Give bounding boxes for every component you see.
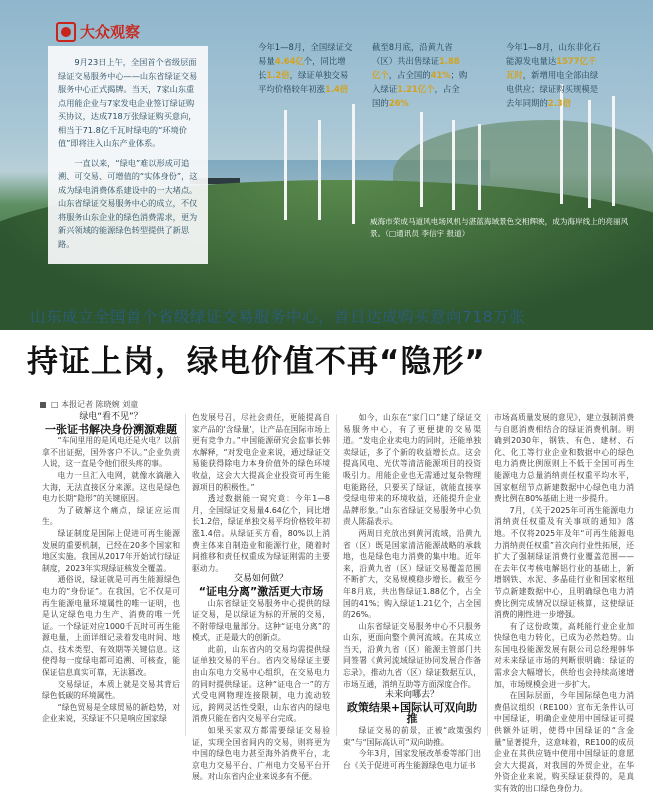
stat-block-national xyxy=(258,40,354,96)
section-kicker: 交易如何做？ xyxy=(233,574,288,585)
body-paragraph: 如果买家双方都需要绿证交易验证，实现全国省间内的交易，则将更为中国的绿色电力甚至海外消费平台，北京电力交易平台、广州电力交易平台开展。对山东省内企业来说多有不便。 xyxy=(192,726,330,782)
section-kicker: 未来向哪去？ xyxy=(384,690,439,701)
stat-number: 1.2倍 xyxy=(266,70,290,80)
stat-number: 4.64亿 xyxy=(274,56,304,66)
stat-text: ，新增用电全部由绿电供应；绿证购买规模是去年同期的 xyxy=(506,70,599,108)
body-paragraph: “车间里用的是风电还是火电？以前拿不出证据，国外客户不认。”企业负责人说，这一直是令他们很头疼的事。 xyxy=(42,436,180,469)
wind-turbine-icon xyxy=(318,120,321,220)
body-paragraph: 7月，《关于2025年可再生能源电力消纳责任权重及有关事项的通知》落地。不仅将2025年及年“可再生能源电力消纳责任权重”首次向行业性拓展，还扩大了强制绿证消费行业覆盖范围——在去年仅考核电解铝行业的基础上，新增钢铁、水泥、多晶硅行业和国家枢纽节点新建数据中心，且明确绿色电力消费比例完成情况以绿证核算，这使绿证消费的刚性进一步增强。 xyxy=(494,505,634,620)
body-paragraph: 绿证制度是国际上促进可再生能源发展的重要机制，已经在20多个国家和地区实施。我国从2017年开始试行绿证制度，2023年实现绿证核发全覆盖。 xyxy=(42,528,180,573)
lead-paragraph: 一直以来，“绿电”难以形成可追溯、可交易、可增值的“实体身份”，这成为绿电消费体系建设中的一大堵点。山东省绿证交易服务中心的成立，不仅将服务山东企业的绿色消费需求，更为新兴领域的能源绿色转型提供了新思路。 xyxy=(58,157,198,249)
stat-block-yellow-river xyxy=(372,40,468,110)
masthead-logo xyxy=(56,21,140,42)
photo-caption: 威海市荣成马道风电场风机与湛蓝海域景色交相辉映，成为海岸线上的亮丽风景。（□通讯员 李信宇 报道） xyxy=(370,217,629,238)
body-paragraph: 透过数据能一窥究竟：今年1—8月，全国绿证交易量4.64亿个，同比增长1.2倍，绿证单独交易平均价格较年初涨1.4倍。从绿证买方看，80%以上消费主体来自制造业和能源行业，随着时间推移和责任权重成为绿证刚需的主要驱动力。 xyxy=(192,494,330,573)
stat-number: 1.21亿个 xyxy=(397,84,435,94)
lead-box xyxy=(48,46,208,264)
stat-text: 今年1—8月，山东非化石能源发电量达 xyxy=(506,42,601,66)
body-paragraph: 市场高质量发展的意见》，建立强制消费与自愿消费相结合的绿证消费机制。明确到2030年，钢铁、有色、建材、石化、化工等行业企业和数据中心的绿色电力消费比例原则上不低于全国可再生能源电力总量消纳责任权重平均水平，国家枢纽节点新建数据中心绿色电力消费比例在80%基础上进一步提升。 xyxy=(494,413,634,504)
body-paragraph: 色发展号召，尽社会责任，更能提高自家产品的‘含绿量’，让产品在国际市场上更有竞争力。”中国能源研究会监事长韩水解释，“对发电企业来说，通过绿证交易能获得除电力本身价值外的绿色环境收益，这会大大提高企业投资可再生能源项目的积极性。” xyxy=(192,413,330,492)
wind-turbine-icon xyxy=(612,96,615,206)
stat-number: 26% xyxy=(388,98,409,108)
wind-turbine-icon xyxy=(478,124,481,210)
stat-text: 截至8月底，沿黄九省（区）共出售绿证 xyxy=(372,42,453,66)
wind-turbine-icon xyxy=(284,110,287,220)
body-paragraph: 交易绿证，本质上就是交易其背后绿色低碳的环境属性。 xyxy=(42,679,180,701)
section-kicker: 绿电“看不见”？ xyxy=(79,412,143,422)
stat-number: 41% xyxy=(430,70,451,80)
stat-text: ；购入绿证 xyxy=(372,70,468,94)
byline xyxy=(40,399,138,410)
stat-text: 个，同比增长 xyxy=(258,56,346,80)
body-paragraph: 山东省绿证交易服务中心不只服务山东，更面向整个黄河流域。在其成立当天，沿黄九省（区）能源主管部门共同签署《黄河流域绿证协同发展合作备忘录》，推动九省（区）绿证数据互认，市场互通，消纳互助等方面深度合作。 xyxy=(343,621,481,689)
body-paragraph: 电力一旦汇入电网，就像水滴融入大海，无法直接区分来源。这也是绿色电力长期“隐形”的关键原因。 xyxy=(42,470,180,504)
body-paragraph: 两周日充放出到黄河流域，沿黄九省（区）既是国家清洁能源战略的承载地，也是绿色电力消费的集中地。近年来，沿黄九省（区）绿证交易覆盖范围不断扩大，交易规模稳步增长。截至今年8月底，共出售绿证1.88亿个，占全国的41%；购入绿证1.21亿个，占全国的26%。 xyxy=(343,528,481,620)
wind-turbine-icon xyxy=(588,100,591,208)
column-divider xyxy=(185,414,186,736)
body-paragraph: 绿证交易的前景，正被“政策强约束”与“国际高认可”双向助推。 xyxy=(343,726,481,747)
stat-block-shandong xyxy=(506,40,604,110)
stat-number: 2.3倍 xyxy=(547,98,572,108)
stat-text: ，占全国的 xyxy=(388,70,431,80)
stat-number: 1577亿千瓦时 xyxy=(506,56,597,80)
body-paragraph: 在国际层面，今年国际绿色电力消费倡议组织（RE100）宣布无条件认可中国绿证，明确企业使用中国绿证可提供额外证明，使得中国绿证的“含金量”显著提升，这意味着，RE100的成员企业在其供应链中使用中国绿证的意愿会大大提高，对我国的外贸企业，在华外资企业来说，购买绿证获得的，是真实有效的出口绿色身份力。 xyxy=(494,691,634,793)
stat-number: 1.88亿个 xyxy=(372,56,460,80)
logo-icon xyxy=(56,22,76,42)
byline-square-icon xyxy=(40,402,46,408)
section-heading: “证电分离”激活更大市场 xyxy=(198,584,324,598)
article-column-4 xyxy=(494,412,634,795)
byline-text: □ 本报记者 陈晓婉 刘童 xyxy=(51,400,139,409)
body-paragraph: 有了这份政策，高耗能行业企业加快绿色电力转化，已成为必然趋势。山东国电投能源发展有限公司总经理韩华对未来绿证市场的判断很明确：绿证的需求会大幅增长，供给也会持续高速增加，市场规模会进一步扩大。 xyxy=(494,621,634,689)
stat-text: ，占全国的 xyxy=(372,84,460,108)
headline: 持证上岗，绿电价值不再“隐形” xyxy=(27,344,486,380)
wind-turbine-icon xyxy=(352,104,355,224)
section-heading: 一张证书解决身份溯源难题 xyxy=(45,422,177,436)
article-column-2 xyxy=(192,412,330,783)
lead-paragraph: 9月23日上午，全国首个省级层面绿证交易服务中心——山东省绿证交易服务中心正式揭牌。当天，7家山东重点用能企业与7家发电企业签订绿证购买协议，达成718万张绿证购买意向，相当于71.8亿千瓦时绿电的“环境价值”即将注入山东产业体系。 xyxy=(58,57,198,148)
section-heading: 政策结果+国际认可双向助推 xyxy=(346,700,478,726)
stat-text: ，绿证单独交易平均价格较年初涨 xyxy=(258,70,349,94)
stat-text: 今年1—8月，全国绿证交易量 xyxy=(258,42,353,66)
article-column-1 xyxy=(42,412,180,725)
wind-turbine-icon xyxy=(452,120,455,210)
article-column-3 xyxy=(343,412,481,771)
body-paragraph: 如今，山东在“家门口”建了绿证交易服务中心，有了更便捷的交易渠道。“发电企业卖电力的同时，还能单独卖绿证，多了个新的收益增长点。这会提高风电、光伏等清洁能源项目的投资吸引力。用能企业也无需通过复杂物理电能路径，只要买了绿证，就能直接享受绿电带来的环境收益，还能提升企业品牌形象。”山东省绿证交易服务中心负责人陈磊表示。 xyxy=(343,413,481,527)
body-paragraph: 此前，山东省内的交易均需提供绿证单独交易的平台。省内交易绿证主要由山东电力交易中心组织，在交易电力的同时提供绿证。这种“证电合一”的方式受电网物理连接限制，电力流动较远，跨网灵活性受限，山东省内的绿电消费只能在省内交易平台完成。 xyxy=(192,644,330,724)
logo-text: 大众观察 xyxy=(80,23,141,41)
body-paragraph: “绿色贸易是全球贸易的新趋势，对企业来说，买绿证不只是响应国家绿 xyxy=(42,702,180,724)
body-paragraph: 通俗说，绿证就是可再生能源绿色电力的“身份证”。在我国，它不仅是可再生能源电量环境属性的唯一证明，也是认定绿色电力生产、消费的唯一凭证。一个绿证对应1000千瓦时可再生能源电量，上面详细记录着发电时间、地点、技术类型、有效期等关键信息。这使得每一度绿电都可追溯、可核查，能保证信息真实可靠，无法篡改。 xyxy=(42,575,180,678)
body-paragraph: 为了破解这个痛点，绿证应运而生。 xyxy=(42,505,180,527)
column-divider xyxy=(487,414,488,736)
stat-number: 1.4倍 xyxy=(325,84,349,94)
body-paragraph: 今年3月，国家发展改革委等部门出台《关于促进可再生能源绿色电力证书 xyxy=(343,749,481,770)
column-divider xyxy=(336,414,337,736)
wind-turbine-icon xyxy=(420,112,423,207)
subheadline: 山东成立全国首个省级绿证交易服务中心，首日达成购买意向718万张 xyxy=(30,308,526,326)
body-paragraph: 山东省绿证交易服务中心提供的绿证交易，是以绿证为标的开展的交易，不附带绿电量部分。这种“证电分离”的模式，正是最大的创新点。 xyxy=(192,598,330,643)
